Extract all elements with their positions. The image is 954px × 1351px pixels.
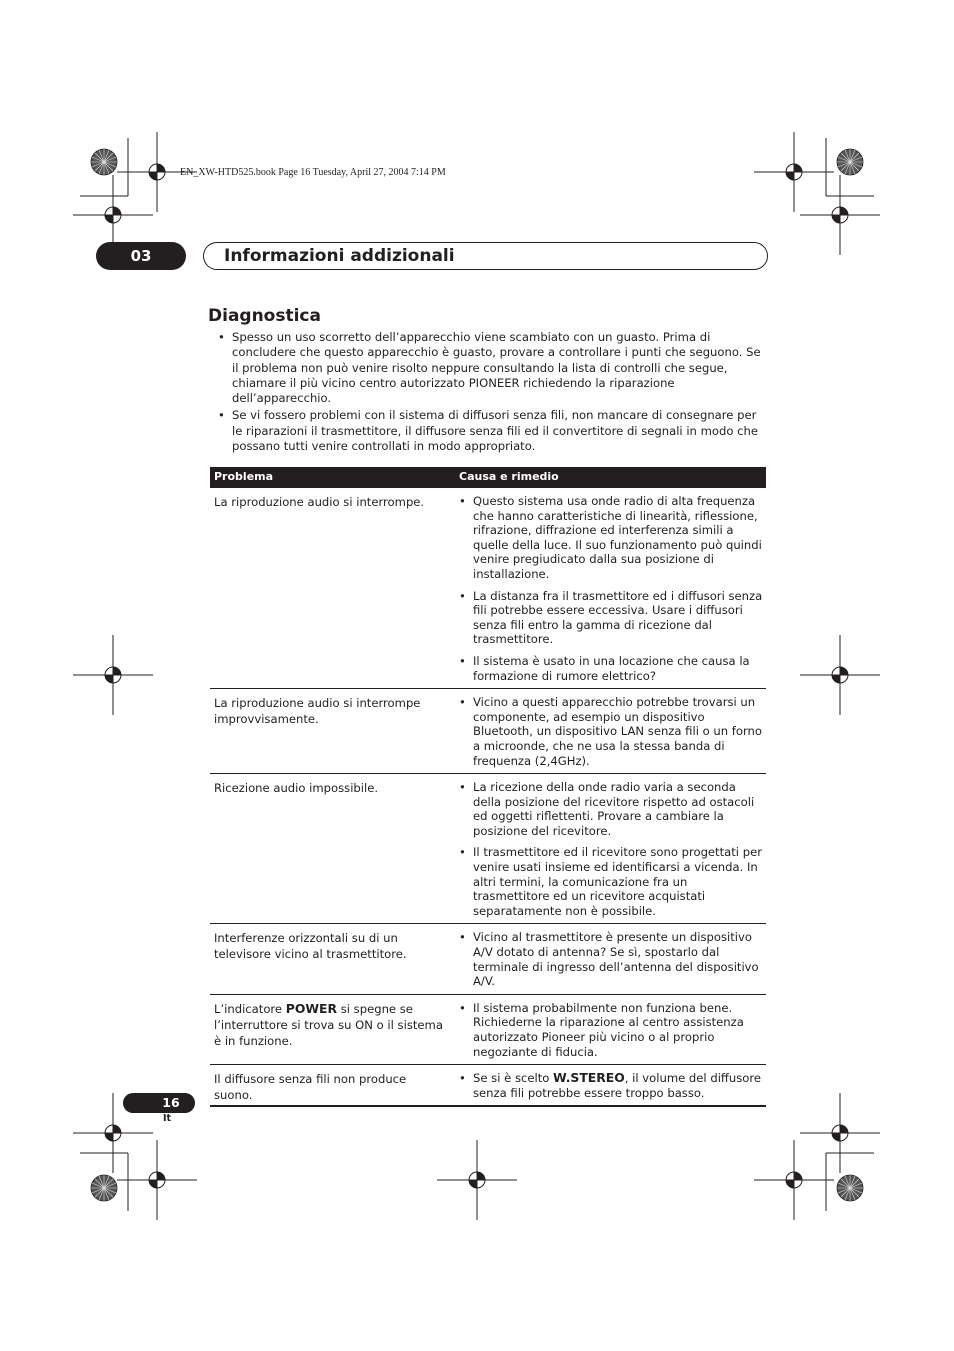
registration-mark-icon [754,132,834,212]
radial-target-icon [91,149,117,175]
problem-cell: Il diffusore senza fili non produce suono. [214,1072,407,1103]
problem-cell: La riproduzione audio si interrompe improvvisamente. [214,696,421,727]
problem-cell: Ricezione audio impossibile. [214,781,379,796]
cause-item: • Vicino a questi apparecchio potrebbe trovarsi un componente, ad esempio un dispositivo Bluetooth, un dispositivo LAN senza fili o un forno a microonde, che ne usa la stessa banda di frequenza (2,4GHz). [458,695,766,768]
page-language: It [163,1113,172,1124]
table-row [210,488,766,689]
cause-item: • Il sistema è usato in una locazione che causa la formazione di rumore elettrico? [458,654,766,683]
table-header [210,467,766,488]
chapter-number: 03 [96,242,186,270]
chapter-title-box [203,242,768,270]
intro-bullet: • Spesso un uso scorretto dell’apparecchio viene scambiato con un guasto. Prima di concludere che questo apparecchio è guasto, provare a controllare i punti che seguono. Se il problema non può venire risolto neppure consultando la lista di controlli che segue, chiamare il più vicino centro autorizzato PIONEER richiedendo la riparazione dell’apparecchio. [214,330,769,406]
section-title: Diagnostica [208,306,321,326]
cause-text: , il volume del diffusore senza fili potrebbe essere troppo basso. [473,1071,762,1100]
radial-target-icon [837,1175,863,1201]
cause-cell [458,774,766,923]
registration-mark-icon [73,635,153,715]
cause-item: • Questo sistema usa onde radio di alta frequenza che hanno caratteristiche di linearità, riflessione, rifrazione, diffrazione ed interferenza simili a quelle della luce. Il suo funzionamento può quindi venire pregiudicato dalla sua posizione di installazione. [458,494,766,582]
problem-cell: La riproduzione audio si interrompe. [214,495,425,509]
problem-cell [214,1001,448,1049]
cause-item: • Il trasmettitore ed il ricevitore sono progettati per venire usati insieme ed identificarsi a vicenda. In altri termini, la comunicazione fra un trasmettitore ed un ricevitore acquistati separatamente non è possibile. [458,845,766,918]
registration-mark-icon [754,1140,834,1220]
cause-cell [458,689,766,773]
problem-cell: Interferenze orizzontali su di un televisore vicino al trasmettitore. [214,931,407,962]
cause-item: • La distanza fra il trasmettitore ed i diffusori senza fili potrebbe essere eccessiva. Usare i diffusori senza fili entro la gamma di ricezione dal trasmettitore. [458,589,766,647]
chapter-title: Informazioni addizionali [224,246,455,266]
header-cause: Causa e rimedio [459,470,559,483]
w-stereo-keyword: W.STEREO [553,1070,625,1086]
table-row [210,774,766,924]
table-row [210,689,766,774]
header-problem: Problema [214,470,274,483]
table-row [210,924,766,994]
troubleshooting-table [210,467,766,1107]
registration-mark-icon [800,1093,880,1173]
cause-item: • Il sistema probabilmente non funziona bene. Richiederne la riparazione al centro assistenza autorizzato Pioneer più vicino o al proprio negoziante di fiducia. [458,1001,766,1059]
table-row [210,1065,766,1107]
cause-text: Se si è scelto [473,1071,554,1086]
table-row [210,995,766,1065]
cause-cell [458,1065,766,1105]
radial-target-icon [91,1175,117,1201]
radial-target-icon [837,149,863,175]
registration-mark-icon [437,1140,517,1220]
power-keyword: POWER [285,1000,338,1016]
intro-bullet: • Se vi fossero problemi con il sistema di diffusori senza fili, non mancare di consegnare per le riparazioni il trasmettitore, il diffusore senza fili ed il convertitore di segnali in modo che possano tutti venire controllati in modo appropriato. [214,408,769,454]
page-number: 16 [123,1093,195,1113]
cause-cell [458,488,766,688]
cause-item: • La ricezione della onde radio varia a seconda della posizione del ricevitore rispetto ad ostacoli ed oggetti riflettenti. Provare a cambiare la posizione del ricevitore. [458,780,766,838]
cause-cell [458,995,766,1064]
intro-list [214,330,769,456]
problem-text: si spegne se l’interruttore si trova su ON o il sistema è in funzione. [214,1001,443,1048]
print-info-line: EN_XW-HTD525.book Page 16 Tuesday, April 27, 2004 7:14 PM [180,167,446,178]
cause-item: • Vicino al trasmettitore è presente un dispositivo A/V dotato di antenna? Se sì, spostarlo dal terminale di ingresso dell’antenna del dispositivo A/V. [458,930,766,988]
registration-mark-icon [800,635,880,715]
cause-item [458,1071,766,1100]
registration-mark-icon [800,175,880,255]
problem-text: L’indicatore [214,1001,286,1016]
registration-mark-icon [117,1140,197,1220]
cause-cell [458,924,766,993]
